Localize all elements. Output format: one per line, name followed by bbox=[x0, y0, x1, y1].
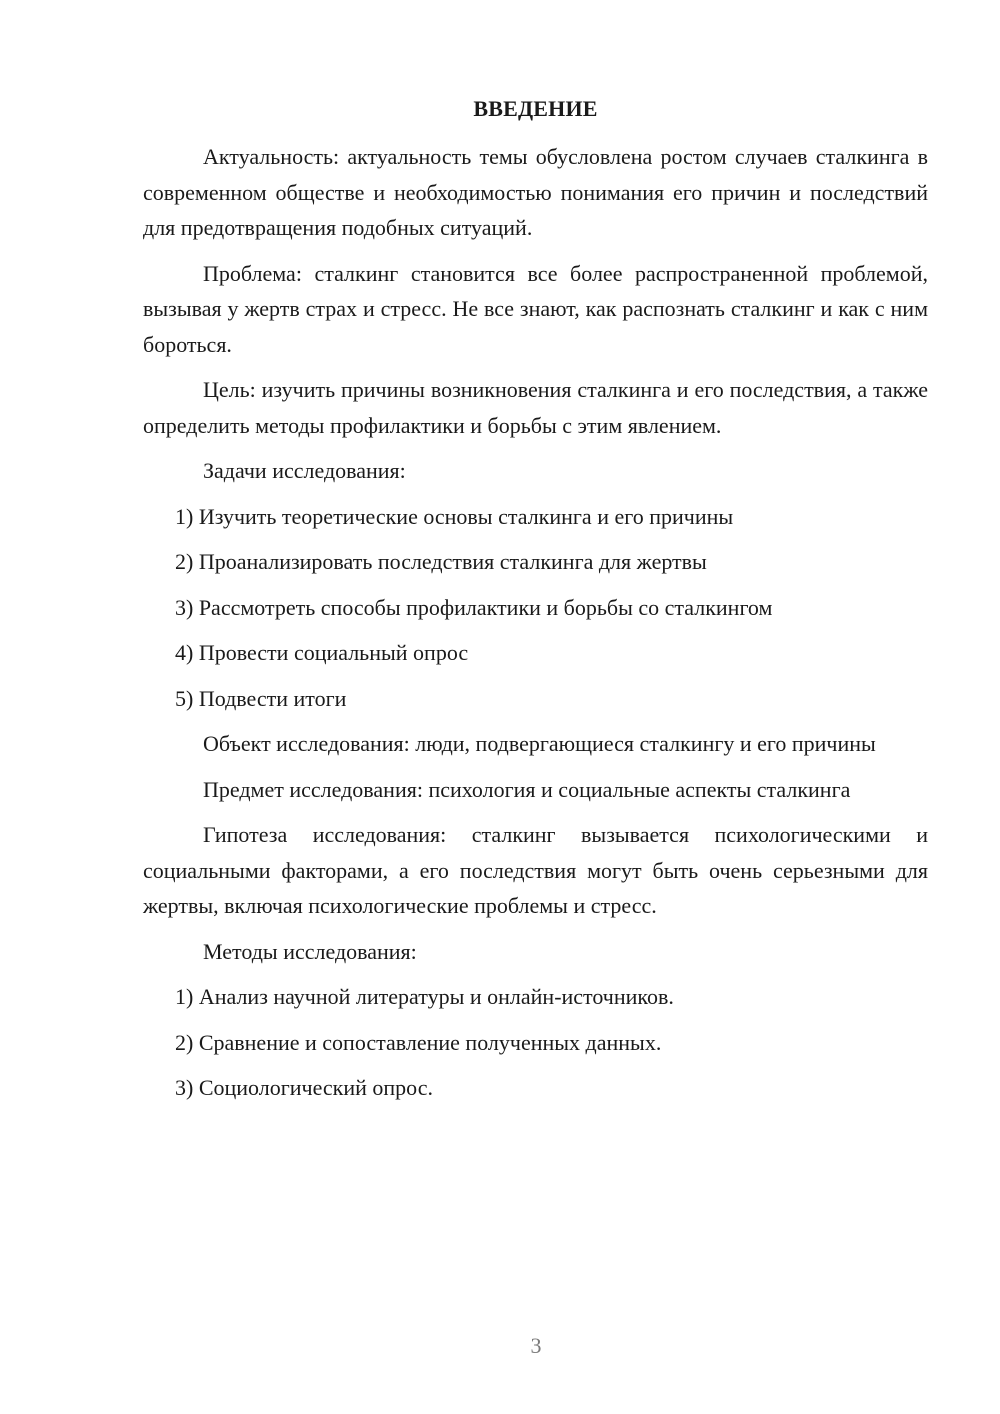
methods-list bbox=[143, 979, 928, 1106]
object-paragraph: Объект исследования: люди, подвергающиеся сталкингу и его причины bbox=[203, 731, 876, 756]
relevance-paragraph: Актуальность: актуальность темы обусловлена ростом случаев сталкинга в современном обществе и необходимостью понимания его причин и последствий для предотвращения подобных ситуаций. bbox=[143, 144, 928, 240]
list-item: 3) Рассмотреть способы профилактики и борьбы со сталкингом bbox=[175, 594, 773, 620]
tasks-list bbox=[143, 499, 928, 717]
list-item: 3) Социологический опрос. bbox=[175, 1075, 433, 1100]
page-content bbox=[143, 92, 928, 1116]
page-number-text: 3 bbox=[530, 1333, 542, 1358]
list-item: 2) Сравнение и сопоставление полученных данных. bbox=[175, 1029, 662, 1055]
page-number bbox=[0, 1333, 1000, 1359]
list-item: 5) Подвести итоги bbox=[175, 685, 347, 711]
list-item: 2) Проанализировать последствия сталкинга для жертвы bbox=[175, 549, 707, 574]
methods-label: Методы исследования: bbox=[203, 938, 417, 964]
goal-paragraph: Цель: изучить причины возникновения сталкинга и его последствия, а также определить методы профилактики и борьбы с этим явлением. bbox=[143, 377, 928, 438]
hypothesis-paragraph: Гипотеза исследования: сталкинг вызывается психологическими и социальными факторами, а его последствия могут быть очень серьезными для жертвы, включая психологические проблемы и стресс. bbox=[143, 822, 928, 918]
subject-paragraph: Предмет исследования: психология и социальные аспекты сталкинга bbox=[203, 776, 851, 802]
list-item: 1) Изучить теоретические основы сталкинга и его причины bbox=[175, 503, 734, 529]
section-title: ВВЕДЕНИЕ bbox=[473, 96, 598, 121]
list-item: 4) Провести социальный опрос bbox=[175, 640, 469, 665]
problem-paragraph: Проблема: сталкинг становится все более распространенной проблемой, вызывая у жертв страх и стресс. Не все знают, как распознать сталкинг и как с ним бороться. bbox=[143, 260, 928, 357]
tasks-label: Задачи исследования: bbox=[203, 458, 406, 483]
list-item: 1) Анализ научной литературы и онлайн-источников. bbox=[175, 984, 674, 1009]
